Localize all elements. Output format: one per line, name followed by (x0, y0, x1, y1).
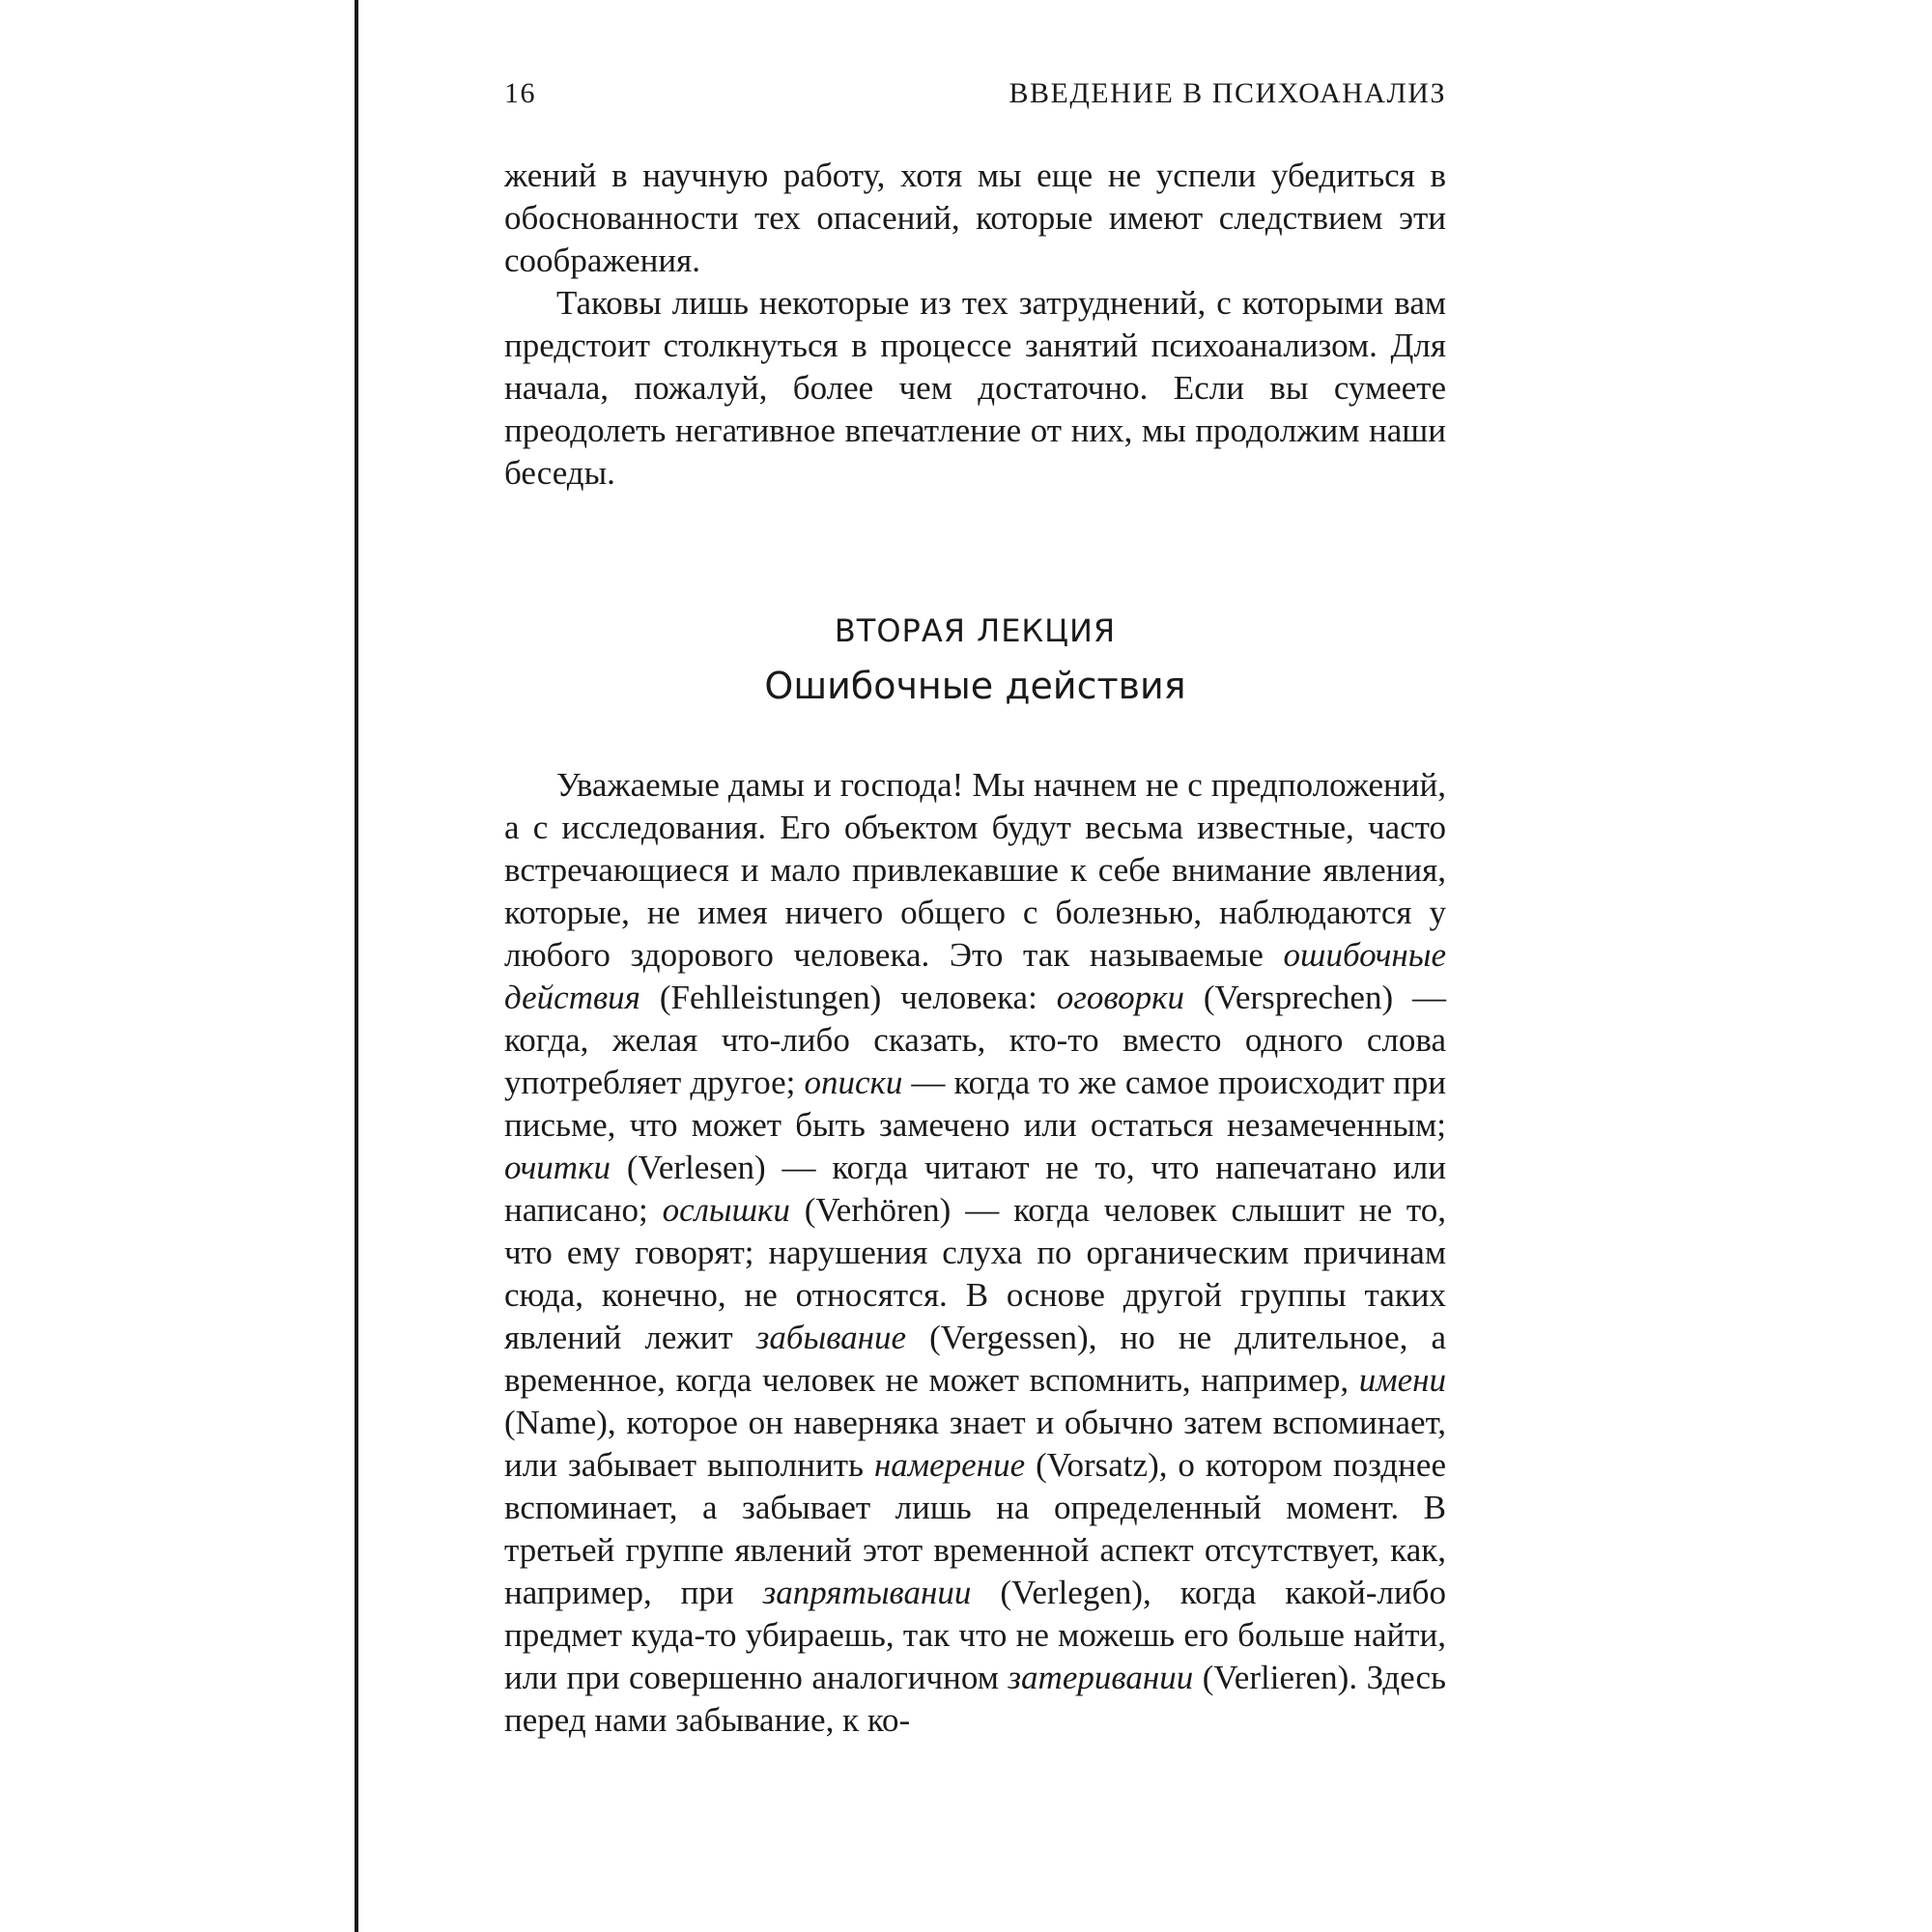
term-verlesen: очитки (504, 1149, 611, 1186)
term-name: имени (1358, 1361, 1446, 1399)
term-vergessen: забывание (755, 1319, 907, 1356)
term-verhoeren: ослышки (662, 1191, 790, 1229)
chapter-number: ВТОРАЯ ЛЕКЦИЯ (834, 612, 1117, 649)
term-vorsatz: намерение (873, 1446, 1026, 1484)
text-run: (Verlieren). Здесь перед нами забывание, к ко- (504, 1659, 1446, 1739)
term-verlegen: запрятывании (762, 1574, 972, 1611)
text-run: (Fehlleistungen) человека: (639, 979, 1057, 1016)
text-run: (Verlegen), когда какой-либо предмет куда-то убираешь, так что не можешь его больше найти, или при совершенно аналогичном (504, 1574, 1446, 1696)
text-run: (Verlesen) — когда читают не то, что напечатано или написано; (504, 1149, 1446, 1229)
book-page (504, 77, 1446, 1742)
book-title: ВВЕДЕНИЕ В ПСИХОАНАЛИЗ (1009, 77, 1446, 109)
term-fehlleistungen: ошибочные действия (504, 936, 1446, 1016)
paragraph-closing: Таковы лишь некоторые из тех затруднений, с которыми вам предстоит столкнуться в процессе занятий психоанализом. Для начала, пожалуй, более чем достаточно. Если вы сумеете преодолеть негативное впечатление от них, мы продолжим наши беседы. (504, 284, 1446, 492)
term-versprechen: оговорки (1056, 979, 1184, 1016)
text-run: (Vorsatz), о котором позднее вспоминает, а забывает лишь на определенный момент. В третьей группе явлений этот временной аспект отсутствует, как, например, при (504, 1446, 1446, 1611)
text-run: (Verhören) — когда человек слышит не то, что ему говорят; нарушения слуха по органическим причинам сюда, конечно, не относятся. В основе другой группы таких явлений лежит (504, 1191, 1447, 1356)
term-verschreiben: описки (804, 1064, 903, 1101)
text-run: (Vergessen), но не длительное, а временное, когда человек не может вспомнить, например, (504, 1319, 1446, 1399)
term-verlieren: затеривании (1008, 1659, 1194, 1696)
paragraph-continued: жений в научную работу, хотя мы еще не успели убедиться в обоснованности тех опасений, которые имеют следствием эти соображения. (504, 156, 1446, 279)
text-run: — когда то же самое происходит при письме, что может быть замечено или остаться незамеченным; (504, 1064, 1446, 1144)
chapter-heading (504, 608, 1446, 718)
text-run: Уважаемые дамы и господа! Мы начнем не с предположений, а с исследования. Его объектом будут весьма известные, часто встречающиеся и мало привлекавшие к себе внимание явления, которые, не имея ничего общего с болезнью, наблюдаются у любого здорового человека. Это так называемые (504, 766, 1446, 974)
text-run: (Versprechen) — когда, желая что-либо сказать, кто-то вместо одного слова употребляет другое; (504, 979, 1446, 1101)
running-head (504, 77, 1446, 135)
lecture-text (504, 764, 1446, 1742)
book-spine-line (355, 0, 358, 1932)
lecture-paragraph (504, 764, 1446, 1742)
text-run: (Name), которое он наверняка знает и обычно затем вспоминает, или забывает выполнить (504, 1404, 1446, 1484)
continuation-text (504, 155, 1446, 495)
chapter-title: Ошибочные действия (764, 665, 1186, 707)
page-number: 16 (504, 77, 536, 109)
